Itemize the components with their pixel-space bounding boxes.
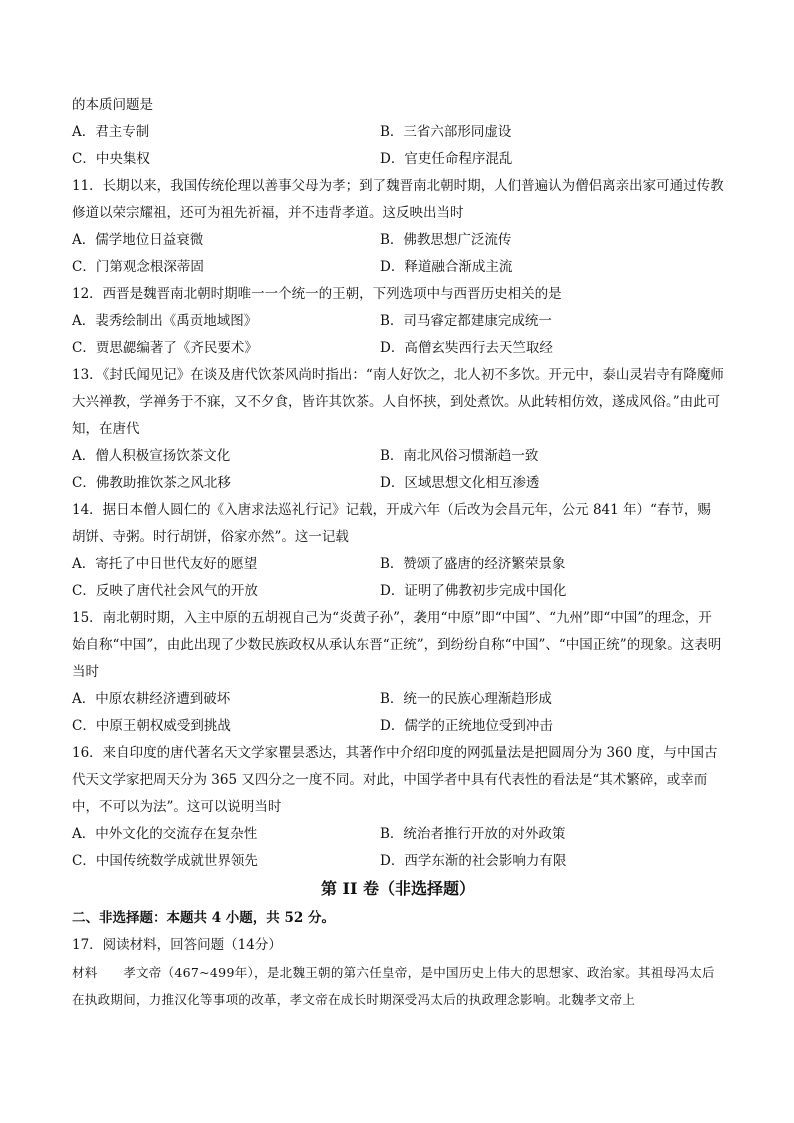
q16-option-b: B．统治者推行开放的对外政策	[380, 826, 566, 842]
q13-option-b: B．南北风俗习惯渐趋一致	[380, 448, 539, 464]
q11-options-row2	[72, 254, 724, 281]
q16-options-row1	[72, 821, 724, 848]
q10-options-row1	[72, 119, 724, 146]
q16-option-a: A．中外文化的交流存在复杂性	[72, 826, 258, 842]
q11-option-c: C．门第观念根深蒂固	[72, 259, 204, 275]
q14-option-c: C．反映了唐代社会风气的开放	[72, 583, 258, 599]
q12-option-b: B．司马睿定都建康完成统一	[380, 313, 552, 329]
q11-option-b: B．佛教思想广泛流传	[380, 232, 512, 248]
q16-option-c: C．中国传统数学成就世界领先	[72, 853, 258, 869]
q17-stem: 17．阅读材料，回答问题（14分）	[72, 937, 282, 953]
q16-options-row2	[72, 848, 724, 875]
q15-option-c: C．中原王朝权威受到挑战	[72, 718, 231, 734]
q11-stem: 11．长期以来，我国传统伦理以善事父母为孝；到了魏晋南北朝时期，人们普遍认为僧侣离亲出家可通过传教修道以荣宗耀祖，还可为祖先祈福，并不违背孝道。这反映出当时	[72, 178, 724, 221]
q15-stem: 15．南北朝时期，入主中原的五胡视自己为“炎黄子孙”，袭用“中原”即“中国”、“九州”即“中国”的理念，开始自称“中国”，由此出现了少数民族政权从承认东晋“正统”，到纷纷自称“中国”、“中国正统”的现象。这表明当时	[72, 610, 722, 680]
q13-option-d: D．区域思想文化相互渗透	[380, 475, 540, 491]
q16-option-d: D．西学东渐的社会影响力有限	[380, 853, 567, 869]
q12-option-a: A．裴秀绘制出《禹贡地域图》	[72, 313, 258, 329]
q10-stem-tail: 的本质问题是	[72, 97, 153, 113]
q12-options-row2	[72, 335, 724, 362]
q15-options-row2	[72, 713, 724, 740]
q11-option-a: A．儒学地位日益衰微	[72, 232, 204, 248]
q13-options-row2	[72, 470, 724, 497]
q12-option-c: C．贾思勰编著了《齐民要术》	[72, 340, 258, 356]
q14-option-a: A．寄托了中日世代友好的愿望	[72, 556, 258, 572]
q12-options-row1	[72, 308, 724, 335]
q13-option-a: A．僧人积极宣扬饮茶文化	[72, 448, 231, 464]
section-title: 第 II 卷（非选择题）	[320, 879, 476, 898]
q10-option-d: D．官吏任命程序混乱	[380, 151, 513, 167]
q11-option-d: D．释道融合渐成主流	[380, 259, 513, 275]
q15-options-row1	[72, 686, 724, 713]
q15-option-a: A．中原农耕经济遭到破坏	[72, 691, 231, 707]
q10-option-c: C．中央集权	[72, 151, 150, 167]
exam-page	[72, 92, 724, 1013]
q14-stem: 14．据日本僧人圆仁的《入唐求法巡礼行记》记载，开成六年（后改为会昌元年，公元 841 年）“春节，赐胡饼、寺粥。时行胡饼，俗家亦然”。这一记载	[72, 502, 711, 545]
q10-option-b: B．三省六部形同虚设	[380, 124, 512, 140]
q14-options-row1	[72, 551, 724, 578]
section-description: 二、非选择题：本题共 4 小题，共 52 分。	[72, 910, 335, 926]
q11-options-row1	[72, 227, 724, 254]
q15-option-b: B．统一的民族心理渐趋形成	[380, 691, 552, 707]
q12-stem: 12．西晋是魏晋南北朝时期唯一一个统一的王朝，下列选项中与西晋历史相关的是	[72, 286, 562, 302]
q17-material: 材料 孝文帝（467~499年），是北魏王朝的第六任皇帝，是中国历史上伟大的思想家、政治家。其祖母冯太后在执政期间，力推汉化等事项的改革，孝文帝在成长时期深受冯太后的执政理念影响。北魏孝文帝上	[72, 965, 715, 1007]
q13-options-row1	[72, 443, 724, 470]
q14-option-d: D．证明了佛教初步完成中国化	[380, 583, 567, 599]
q16-stem: 16．来自印度的唐代著名天文学家瞿昙悉达，其著作中介绍印度的网弧量法是把圆周分为 360 度，与中国古代天文学家把周天分为 365 又四分之一度不同。对此，中国学者中具有代表性的看法是“其术繁碎，或幸而中，不可以为法”。这可以说明当时	[72, 745, 718, 815]
q14-option-b: B．赞颂了盛唐的经济繁荣景象	[380, 556, 566, 572]
q12-option-d: D．高僧玄奘西行去天竺取经	[380, 340, 553, 356]
q13-option-c: C．佛教助推饮茶之风北移	[72, 475, 231, 491]
q14-options-row2	[72, 578, 724, 605]
q10-options-row2	[72, 146, 724, 173]
q10-option-a: A．君主专制	[72, 124, 150, 140]
q13-stem: 13．《封氏闻见记》在谈及唐代饮茶风尚时指出：“南人好饮之，北人初不多饮。开元中，泰山灵岩寺有降魔师大兴禅教，学禅务于不寐，又不夕食，皆许其饮茶。人自怀挟，到处煮饮。从此转相仿效，遂成风俗。”由此可知，在唐代	[72, 367, 724, 437]
q15-option-d: D．儒学的正统地位受到冲击	[380, 718, 553, 734]
